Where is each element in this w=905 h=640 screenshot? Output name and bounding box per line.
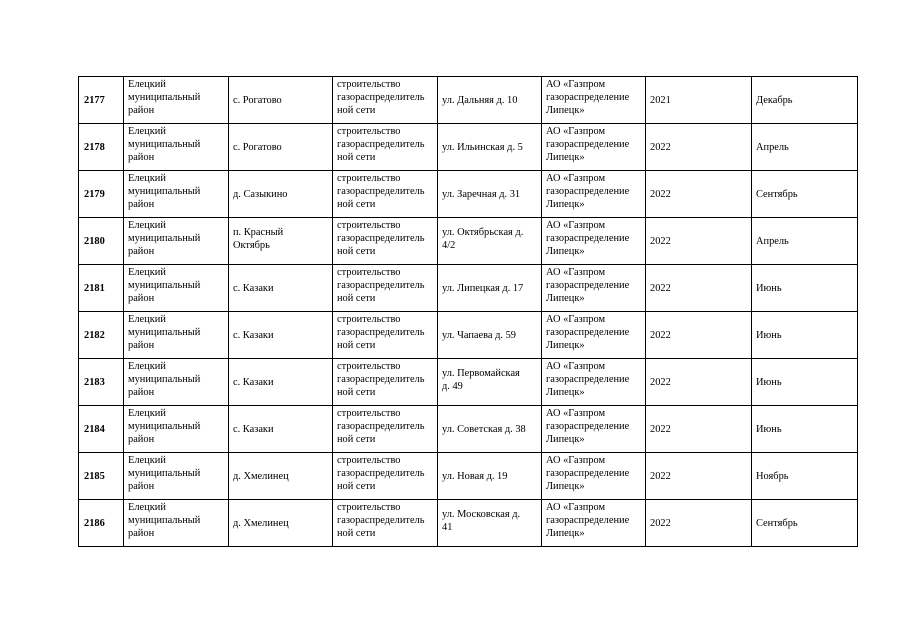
address-cell-line: ул. Чапаева д. 59 [442, 329, 516, 341]
district-cell-line: район [128, 528, 155, 539]
district-cell-line: муниципальный [128, 374, 201, 385]
organization-cell-line: Липецк» [546, 105, 585, 116]
work-type-cell-line: газораспределитель [337, 374, 425, 385]
month-cell: Ноябрь [752, 453, 858, 500]
organization-cell [542, 359, 646, 406]
work-type-cell-line: газораспределитель [337, 468, 425, 479]
locality-cell-line: Октябрь [233, 240, 270, 251]
organization-cell [542, 453, 646, 500]
organization-cell-line: Липецк» [546, 199, 585, 210]
district-cell [124, 124, 229, 171]
address-cell [438, 124, 542, 171]
year-cell: 2022 [646, 500, 752, 547]
district-cell [124, 359, 229, 406]
organization-cell [542, 171, 646, 218]
district-cell [124, 406, 229, 453]
district-cell [124, 453, 229, 500]
organization-cell-line: Липецк» [546, 152, 585, 163]
locality-cell [229, 124, 333, 171]
address-cell [438, 171, 542, 218]
year-cell: 2022 [646, 453, 752, 500]
district-cell-line: Елецкий [128, 361, 166, 372]
year-cell: 2021 [646, 77, 752, 124]
district-cell-line: Елецкий [128, 408, 166, 419]
district-cell-line: район [128, 152, 155, 163]
organization-cell [542, 124, 646, 171]
row-number: 2179 [79, 171, 124, 218]
work-type-cell-line: ной сети [337, 293, 376, 304]
table-body [79, 77, 858, 547]
locality-cell-line: с. Рогатово [233, 141, 282, 153]
work-type-cell [333, 124, 438, 171]
organization-cell [542, 265, 646, 312]
organization-cell-line: газораспределение [546, 327, 630, 338]
row-number: 2181 [79, 265, 124, 312]
district-cell-line: Елецкий [128, 502, 166, 513]
locality-cell-line: с. Казаки [233, 376, 274, 388]
year-cell: 2022 [646, 265, 752, 312]
district-cell [124, 218, 229, 265]
district-cell-line: муниципальный [128, 280, 201, 291]
locality-cell [229, 171, 333, 218]
work-type-cell-line: строительство [337, 314, 401, 325]
month-cell: Апрель [752, 124, 858, 171]
locality-cell [229, 265, 333, 312]
work-type-cell-line: строительство [337, 173, 401, 184]
organization-cell-line: Липецк» [546, 293, 585, 304]
work-type-cell [333, 77, 438, 124]
locality-cell [229, 77, 333, 124]
work-type-cell-line: ной сети [337, 387, 376, 398]
work-type-cell [333, 359, 438, 406]
address-cell-line: ул. Октябрьская д. [442, 227, 524, 238]
district-cell-line: муниципальный [128, 421, 201, 432]
organization-cell-line: Липецк» [546, 481, 585, 492]
table-row [79, 312, 858, 359]
year-cell: 2022 [646, 406, 752, 453]
address-cell-line: ул. Новая д. 19 [442, 470, 508, 482]
work-type-cell-line: строительство [337, 79, 401, 90]
table-row [79, 218, 858, 265]
address-cell-line: ул. Ильинская д. 5 [442, 141, 523, 153]
month-cell: Декабрь [752, 77, 858, 124]
work-type-cell-line: строительство [337, 455, 401, 466]
work-type-cell-line: ной сети [337, 246, 376, 257]
work-type-cell-line: ной сети [337, 152, 376, 163]
work-type-cell [333, 406, 438, 453]
district-cell-line: Елецкий [128, 126, 166, 137]
organization-cell-line: АО «Газпром [546, 502, 606, 513]
year-cell: 2022 [646, 218, 752, 265]
table-row [79, 124, 858, 171]
work-type-cell-line: строительство [337, 361, 401, 372]
month-cell: Сентябрь [752, 500, 858, 547]
district-cell-line: Елецкий [128, 173, 166, 184]
organization-cell-line: АО «Газпром [546, 173, 606, 184]
month-cell: Июнь [752, 406, 858, 453]
organization-cell-line: АО «Газпром [546, 408, 606, 419]
work-type-cell-line: строительство [337, 220, 401, 231]
work-type-cell [333, 265, 438, 312]
locality-cell [229, 453, 333, 500]
work-type-cell-line: строительство [337, 502, 401, 513]
address-cell [438, 265, 542, 312]
row-number: 2177 [79, 77, 124, 124]
locality-cell-line: п. Красный [233, 227, 284, 238]
organization-cell-line: газораспределение [546, 92, 630, 103]
locality-cell [229, 218, 333, 265]
organization-cell-line: Липецк» [546, 434, 585, 445]
work-type-cell-line: газораспределитель [337, 515, 425, 526]
organization-cell-line: Липецк» [546, 387, 585, 398]
work-type-cell-line: газораспределитель [337, 92, 425, 103]
gas-network-schedule-table [78, 76, 858, 547]
district-cell [124, 265, 229, 312]
row-number: 2184 [79, 406, 124, 453]
organization-cell-line: АО «Газпром [546, 361, 606, 372]
district-cell [124, 500, 229, 547]
district-cell-line: район [128, 481, 155, 492]
work-type-cell [333, 171, 438, 218]
year-cell: 2022 [646, 124, 752, 171]
work-type-cell-line: ной сети [337, 105, 376, 116]
work-type-cell-line: ной сети [337, 199, 376, 210]
organization-cell-line: АО «Газпром [546, 79, 606, 90]
locality-cell-line: д. Хмелинец [233, 470, 289, 482]
locality-cell-line: с. Казаки [233, 282, 274, 294]
table-row [79, 500, 858, 547]
address-cell-line: 41 [442, 522, 453, 533]
row-number: 2178 [79, 124, 124, 171]
locality-cell [229, 500, 333, 547]
work-type-cell-line: газораспределитель [337, 421, 425, 432]
address-cell [438, 359, 542, 406]
work-type-cell-line: газораспределитель [337, 280, 425, 291]
address-cell-line: ул. Заречная д. 31 [442, 188, 521, 200]
table-row [79, 265, 858, 312]
address-cell [438, 218, 542, 265]
organization-cell [542, 500, 646, 547]
year-cell: 2022 [646, 312, 752, 359]
locality-cell [229, 406, 333, 453]
district-cell [124, 312, 229, 359]
work-type-cell-line: газораспределитель [337, 327, 425, 338]
work-type-cell-line: строительство [337, 408, 401, 419]
organization-cell-line: газораспределение [546, 421, 630, 432]
organization-cell-line: АО «Газпром [546, 455, 606, 466]
row-number: 2180 [79, 218, 124, 265]
address-cell-line: ул. Липецкая д. 17 [442, 282, 524, 294]
year-cell: 2022 [646, 359, 752, 406]
address-cell-line: 4/2 [442, 240, 456, 251]
month-cell: Июнь [752, 312, 858, 359]
district-cell [124, 171, 229, 218]
organization-cell [542, 77, 646, 124]
table-row [79, 359, 858, 406]
district-cell [124, 77, 229, 124]
table-row [79, 77, 858, 124]
year-cell: 2022 [646, 171, 752, 218]
locality-cell-line: с. Казаки [233, 329, 274, 341]
work-type-cell [333, 500, 438, 547]
work-type-cell-line: ной сети [337, 481, 376, 492]
work-type-cell-line: строительство [337, 126, 401, 137]
district-cell-line: муниципальный [128, 515, 201, 526]
organization-cell-line: АО «Газпром [546, 267, 606, 278]
district-cell-line: Елецкий [128, 79, 166, 90]
row-number: 2185 [79, 453, 124, 500]
month-cell: Апрель [752, 218, 858, 265]
district-cell-line: район [128, 246, 155, 257]
month-cell: Июнь [752, 265, 858, 312]
district-cell-line: район [128, 340, 155, 351]
district-cell-line: муниципальный [128, 327, 201, 338]
organization-cell-line: газораспределение [546, 515, 630, 526]
work-type-cell-line: ной сети [337, 528, 376, 539]
work-type-cell-line: строительство [337, 267, 401, 278]
work-type-cell [333, 453, 438, 500]
locality-cell-line: с. Казаки [233, 423, 274, 435]
district-cell-line: район [128, 293, 155, 304]
district-cell-line: Елецкий [128, 455, 166, 466]
district-cell-line: Елецкий [128, 314, 166, 325]
district-cell-line: район [128, 199, 155, 210]
organization-cell-line: газораспределение [546, 468, 630, 479]
work-type-cell [333, 218, 438, 265]
organization-cell-line: газораспределение [546, 139, 630, 150]
organization-cell-line: Липецк» [546, 340, 585, 351]
address-cell [438, 453, 542, 500]
month-cell: Июнь [752, 359, 858, 406]
locality-cell-line: д. Сазыкино [233, 188, 288, 200]
address-cell-line: ул. Московская д. [442, 509, 521, 520]
table-row [79, 406, 858, 453]
address-cell-line: ул. Советская д. 38 [442, 423, 526, 435]
locality-cell-line: д. Хмелинец [233, 517, 289, 529]
organization-cell-line: АО «Газпром [546, 126, 606, 137]
organization-cell-line: газораспределение [546, 280, 630, 291]
organization-cell-line: АО «Газпром [546, 314, 606, 325]
address-cell [438, 406, 542, 453]
work-type-cell [333, 312, 438, 359]
organization-cell [542, 218, 646, 265]
organization-cell-line: Липецк» [546, 528, 585, 539]
locality-cell [229, 359, 333, 406]
table-row [79, 453, 858, 500]
month-cell: Сентябрь [752, 171, 858, 218]
district-cell-line: район [128, 434, 155, 445]
address-cell-line: д. 49 [442, 381, 463, 392]
organization-cell-line: АО «Газпром [546, 220, 606, 231]
district-cell-line: муниципальный [128, 186, 201, 197]
organization-cell [542, 406, 646, 453]
address-cell [438, 77, 542, 124]
work-type-cell-line: газораспределитель [337, 139, 425, 150]
row-number: 2183 [79, 359, 124, 406]
organization-cell [542, 312, 646, 359]
district-cell-line: Елецкий [128, 267, 166, 278]
row-number: 2182 [79, 312, 124, 359]
district-cell-line: муниципальный [128, 92, 201, 103]
work-type-cell-line: газораспределитель [337, 233, 425, 244]
district-cell-line: Елецкий [128, 220, 166, 231]
address-cell [438, 312, 542, 359]
district-cell-line: муниципальный [128, 139, 201, 150]
district-cell-line: район [128, 105, 155, 116]
row-number: 2186 [79, 500, 124, 547]
table-row [79, 171, 858, 218]
work-type-cell-line: ной сети [337, 340, 376, 351]
district-cell-line: район [128, 387, 155, 398]
organization-cell-line: газораспределение [546, 186, 630, 197]
organization-cell-line: Липецк» [546, 246, 585, 257]
locality-cell-line: с. Рогатово [233, 94, 282, 106]
address-cell-line: ул. Первомайская [442, 368, 520, 379]
work-type-cell-line: газораспределитель [337, 186, 425, 197]
district-cell-line: муниципальный [128, 233, 201, 244]
organization-cell-line: газораспределение [546, 233, 630, 244]
organization-cell-line: газораспределение [546, 374, 630, 385]
address-cell [438, 500, 542, 547]
locality-cell [229, 312, 333, 359]
district-cell-line: муниципальный [128, 468, 201, 479]
address-cell-line: ул. Дальняя д. 10 [442, 94, 518, 106]
work-type-cell-line: ной сети [337, 434, 376, 445]
